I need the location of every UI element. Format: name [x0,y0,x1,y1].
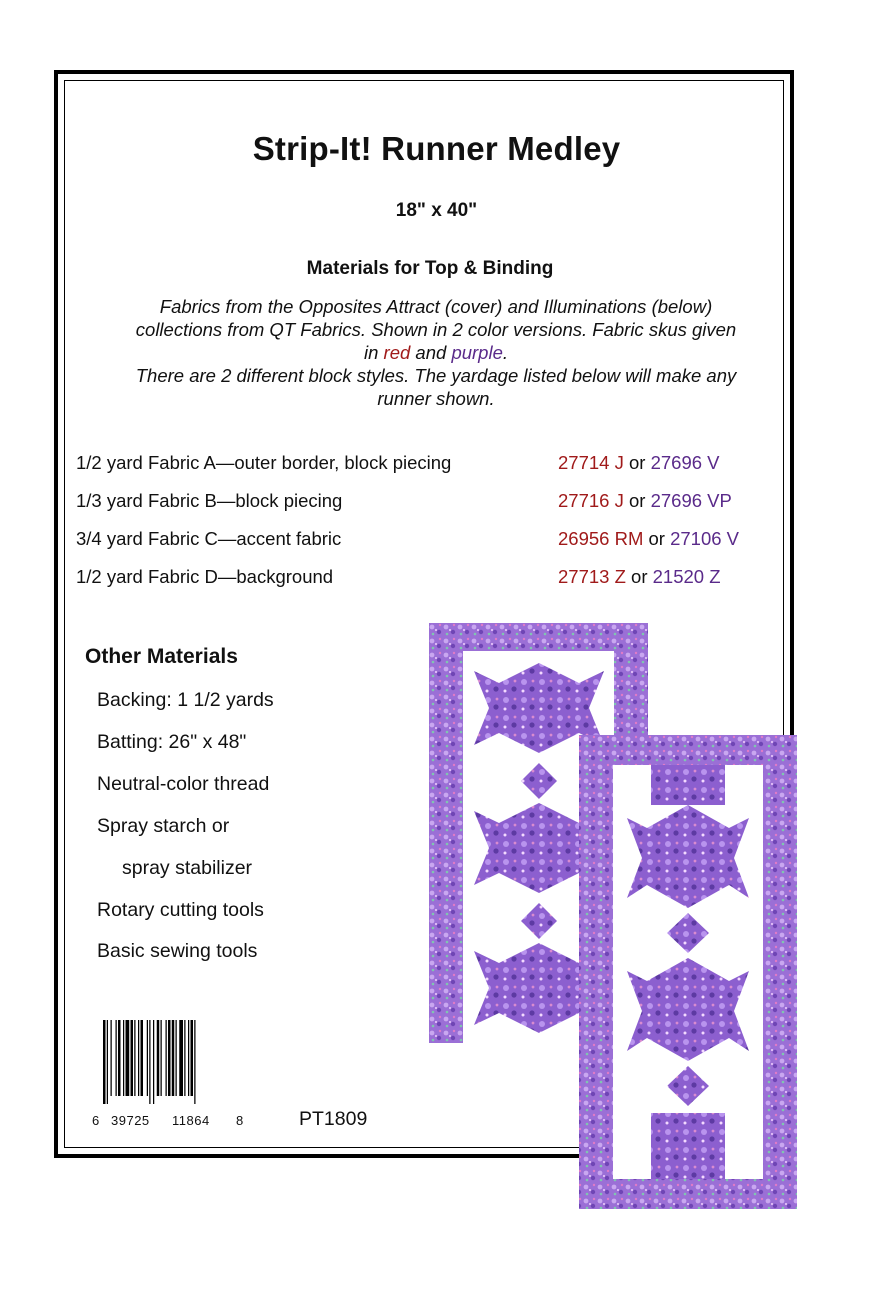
fabric-sku [558,566,721,588]
other-item-backing: Backing: 1 1/2 yards [97,689,274,711]
barcode-digit-group-2: 11864 [172,1113,210,1128]
fabric-sku [558,452,720,474]
pattern-title: Strip-It! Runner Medley [252,130,621,167]
sku-purple: 21520 Z [652,566,721,587]
fabric-row-c [76,528,776,554]
description-line-1: Fabrics from the Opposites Attract (cover) and Illuminations (below) [159,296,713,317]
sku-or: or [643,528,671,549]
barcode-digit-first: 6 [92,1113,100,1128]
finished-size: 18" x 40" [395,200,478,221]
fabric-desc: 1/2 yard Fabric D—background [76,566,334,587]
sku-or: or [625,566,653,587]
description-text: . [502,342,509,363]
other-item-cutting-tools: Rotary cutting tools [97,899,264,921]
sku-purple: 27696 VP [650,490,732,511]
sku-red: 27716 J [558,490,624,511]
pattern-code: PT1809 [299,1108,368,1130]
red-word: red [383,342,411,363]
purple-word: purple [451,342,503,363]
sku-purple: 27696 V [650,452,720,473]
barcode-digit-group-1: 39725 [111,1113,150,1128]
description-line-3 [80,341,792,364]
description-text: in [363,342,384,363]
fabric-desc: 3/4 yard Fabric C—accent fabric [76,528,342,549]
other-materials-heading: Other Materials [85,645,238,668]
fabric-desc: 1/2 yard Fabric A—outer border, block piecing [76,452,452,473]
description-text: and [410,342,452,363]
fabric-desc: 1/3 yard Fabric B—block piecing [76,490,343,511]
barcode-icon [103,1020,231,1104]
other-item-sewing-tools: Basic sewing tools [97,940,258,962]
fabric-row-a [76,452,776,478]
sku-purple: 27106 V [670,528,740,549]
other-item-stabilizer: spray stabilizer [122,857,253,879]
description-line-2: collections from QT Fabrics. Shown in 2 color versions. Fabric skus given [135,319,737,340]
fabric-row-b [76,490,776,516]
other-item-thread: Neutral-color thread [97,773,270,795]
description-line-5: runner shown. [377,388,495,409]
fabric-row-d [76,566,776,592]
barcode-digit-last: 8 [236,1113,244,1128]
fabric-sku [558,490,732,512]
other-item-batting: Batting: 26" x 48" [97,731,247,753]
runner-right [579,735,797,1209]
sku-red: 27713 Z [558,566,626,587]
sku-or: or [623,490,651,511]
sku-red: 27714 J [558,452,624,473]
description-line-4: There are 2 different block styles. The yardage listed below will make any [135,365,737,386]
materials-heading: Materials for Top & Binding [306,258,554,279]
sku-or: or [623,452,651,473]
table-runner-quilt-image [429,623,797,1209]
sku-red: 26956 RM [558,528,644,549]
fabric-sku [558,528,739,550]
fabric-description [80,295,792,410]
other-item-starch: Spray starch or [97,815,230,837]
